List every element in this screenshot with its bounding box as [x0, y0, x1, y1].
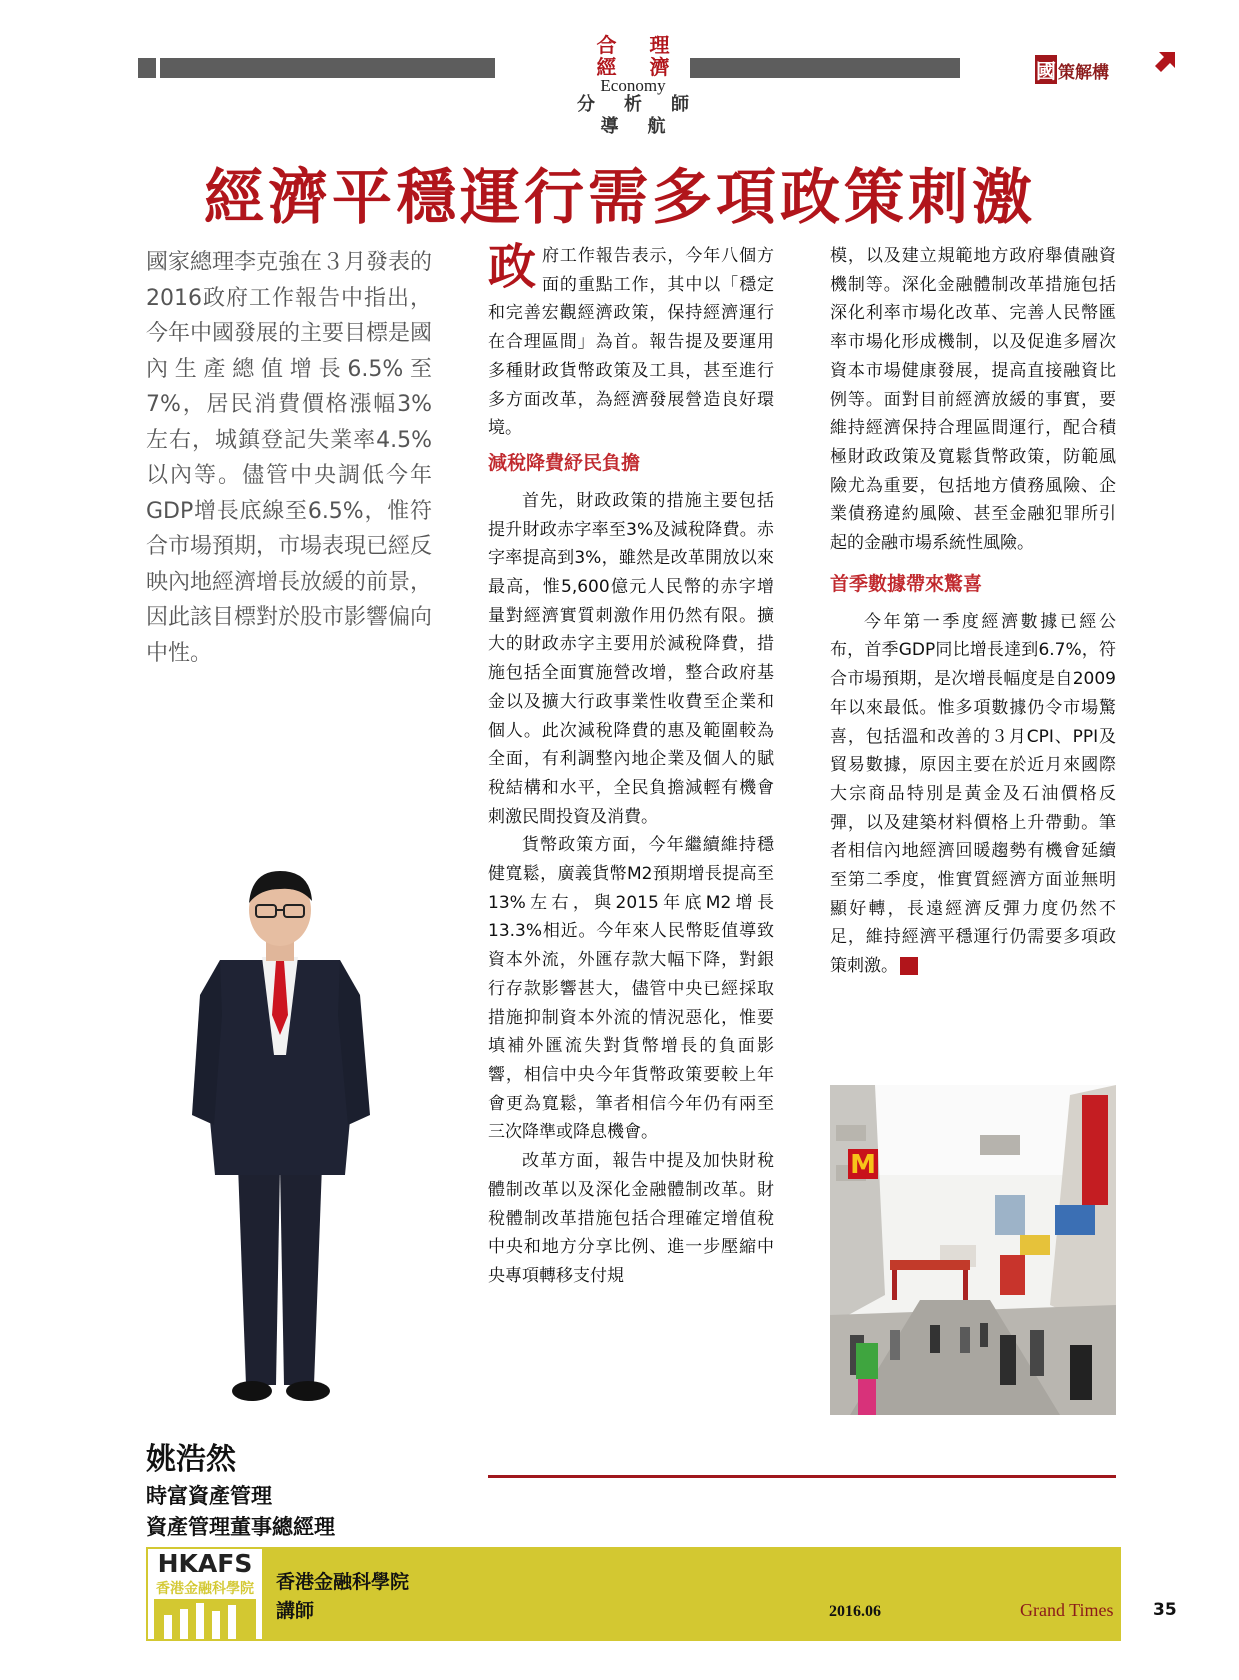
- section-label: [1035, 55, 1109, 84]
- institute-role: 講師: [276, 1600, 315, 1622]
- col3-paragraph-2: 今年第一季度經濟數據已經公布，首季GDP同比增長達到6.7%，符合市場預期，是次增長幅度是自2009年以來最低。惟多項數據仍令市場驚喜，包括溫和改善的３月CPI、PPI及貿易數據，原因主要在於近月來國際大宗商品特別是黃金及石油價格反彈，以及建築材料價格上升帶動。筆者相信內地經濟回暖趨勢有機會延續至第二季度，惟實質經濟方面並無明顯好轉，長遠經濟反彈力度仍然不足，維持經濟平穩運行仍需要多項政策刺激。: [830, 611, 1116, 977]
- end-mark: 人: [900, 957, 918, 975]
- author-photo: [180, 865, 380, 1415]
- logo-text: HKAFS: [157, 1549, 253, 1578]
- author-title: 資產管理董事總經理: [146, 1514, 335, 1539]
- col3-paragraph-1: 模，以及建立規範地方政府舉債融資機制等。深化金融體制改革措施包括深化利率市場化改革、完善人民幣匯率市場化形成機制，以及促進多層次資本市場健康發展，提高直接融資比例等。面對目前經濟放緩的事實，要維持經濟保持合理區間運行，配合積極財政政策及寬鬆貨幣政策，防範風險尤為重要，包括地方債務風險、企業債務違約風險、甚至金融犯罪所引起的金融市場系統性風險。: [830, 246, 1116, 554]
- section-rest: 策解構: [1058, 63, 1109, 83]
- page-number: 35: [1153, 1600, 1177, 1620]
- author-company: 時富資產管理: [146, 1483, 272, 1508]
- drop-cap: 政: [488, 239, 537, 295]
- hkafs-logo: [148, 1549, 262, 1639]
- divider-line: [488, 1475, 1116, 1478]
- col2-paragraph-3: 貨幣政策方面，今年繼續維持穩健寬鬆，廣義貨幣M2預期增長提高至13%左右，與2015年底M2增長13.3%相近。今年來人民幣貶值導致資本外流，外匯存款大幅下降，對銀行存款影響甚大，儘管中央已經採取措施抑制資本外流的情況惡化，惟要填補外匯流失對貨幣增長的負面影響，相信中央今年貨幣政策要較上年會更為寬鬆，筆者相信今年仍有兩至三次降準或降息機會。: [488, 835, 774, 1143]
- logo-graphic: [154, 1599, 256, 1639]
- article-column-2: [488, 239, 774, 1291]
- header-center: [538, 34, 728, 138]
- subheading-tax: 減稅降費紓民負擔: [488, 451, 641, 474]
- header-bar-left: [160, 58, 495, 78]
- header-cn-top: 合理經濟: [596, 33, 703, 79]
- header-cn-bottom: 分析師導航: [577, 94, 718, 137]
- author-name: 姚浩然: [146, 1442, 236, 1477]
- subheading-q1-data: 首季數據帶來驚喜: [830, 572, 983, 595]
- article-title: 經濟平穩運行需多項政策刺激: [204, 163, 1036, 233]
- logo-subtext: 香港金融科學院: [156, 1581, 254, 1597]
- svg-text:M: M: [850, 1150, 876, 1180]
- col2-paragraph-1: 府工作報告表示，今年八個方面的重點工作，其中以「穩定和完善宏觀經濟政策，保持經濟運行在合理區間」為首。報告提及要運用多種財政貨幣政策及工具，甚至進行多方面改革，為經濟發展營造良好環境。: [488, 246, 774, 439]
- footer-band: [146, 1547, 1121, 1641]
- header-bar-right: [690, 58, 960, 78]
- article-column-3: [830, 242, 1116, 981]
- magazine-name: Grand Times: [1020, 1600, 1114, 1620]
- header-en: Economy: [600, 76, 666, 95]
- header-square: [138, 58, 156, 78]
- section-big-char: 國: [1035, 55, 1057, 84]
- col2-paragraph-4: 改革方面，報告中提及加快財稅體制改革以及深化金融體制改革。財稅體制改革措施包括合理確定增值稅中央和地方分享比例、進一步壓縮中央專項轉移支付規: [488, 1151, 774, 1286]
- issue-date: 2016.06: [829, 1603, 881, 1620]
- arrow-icon: [1155, 50, 1177, 72]
- intro-paragraph: 國家總理李克強在３月發表的2016政府工作報告中指出，今年中國發展的主要目標是國內生產總值增長6.5%至7%，居民消費價格漲幅3%左右，城鎮登記失業率4.5%以內等。儘管中央調低今年GDP增長底線至6.5%，惟符合市場預期，市場表現已經反映內地經濟增長放緩的前景，因此該目標對於股市影響偏向中性。: [146, 250, 433, 666]
- col2-paragraph-2: 首先，財政政策的措施主要包括提升財政赤字率至3%及減稅降費。赤字率提高到3%，雖然是改革開放以來最高，惟5,600億元人民幣的赤字增量對經濟實質刺激作用仍然有限。擴大的財政赤字主要用於減稅降費，措施包括全面實施營改增，整合政府基金以及擴大行政事業性收費至企業和個人。此次減稅降費的惠及範圍較為全面，有利調整內地企業及個人的賦稅結構和水平，全民負擔減輕有機會刺激民間投資及消費。: [488, 490, 774, 827]
- institute-name: 香港金融科學院: [276, 1571, 410, 1593]
- street-photo: [830, 1085, 1116, 1415]
